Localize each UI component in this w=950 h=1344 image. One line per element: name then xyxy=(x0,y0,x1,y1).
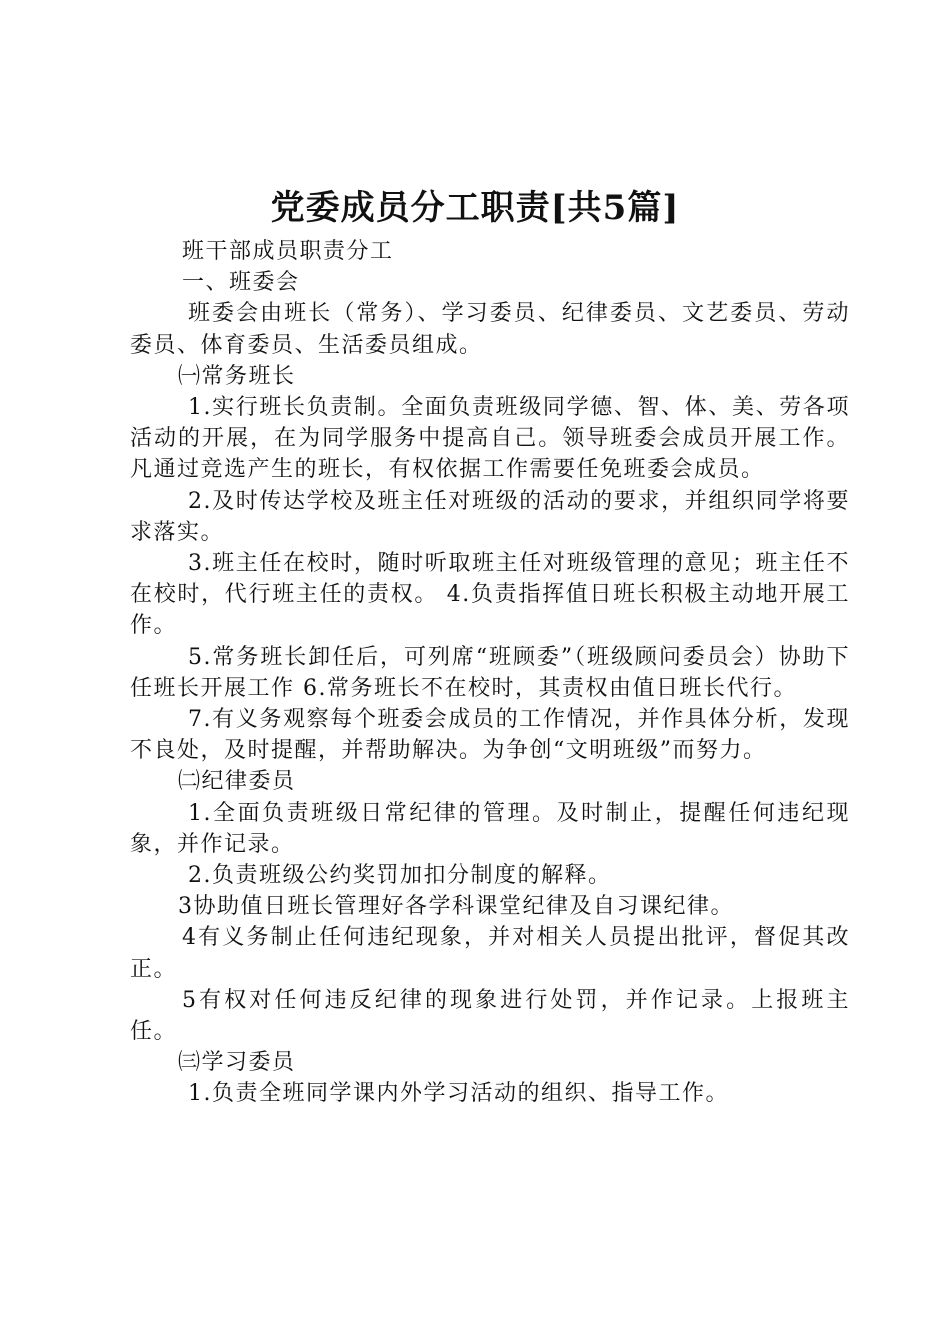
paragraph: 5.常务班长卸任后，可列席“班顾委”（班级顾问委员会）协助下任班长开展工作 6.常务班长不在校时，其责权由值日班长代行。 xyxy=(130,644,850,701)
paragraph: ㈡纪律委员 xyxy=(178,769,296,795)
paragraph: 2.及时传达学校及班主任对班级的活动的要求，并组织同学将要求落实。 xyxy=(130,488,850,545)
document-body xyxy=(130,236,850,1110)
paragraph: 1.负责全班同学课内外学习活动的组织、指导工作。 xyxy=(188,1081,729,1107)
paragraph: 班委会由班长（常务）、学习委员、纪律委员、文艺委员、劳动委员、体育委员、生活委员组成。 xyxy=(130,301,850,358)
document-title: 党委成员分工职责[共5篇] xyxy=(270,188,680,228)
paragraph: 5有权对任何违反纪律的现象进行处罚，并作记录。上报班主任。 xyxy=(130,987,850,1045)
paragraph: 7.有义务观察每个班委会成员的工作情况，并作具体分析，发现不良处，及时提醒，并帮助解决。为争创“文明班级”而努力。 xyxy=(130,707,850,764)
paragraph: 班干部成员职责分工 xyxy=(182,239,394,264)
paragraph: 一、班委会 xyxy=(182,270,300,296)
paragraph: 4有义务制止任何违纪现象，并对相关人员提出批评，督促其改正。 xyxy=(130,925,850,982)
paragraph: 3协助值日班长管理好各学科课堂纪律及自习课纪律。 xyxy=(178,894,734,920)
paragraph: ㈠常务班长 xyxy=(178,363,296,389)
paragraph: 1.实行班长负责制。全面负责班级同学德、智、体、美、劳各项活动的开展，在为同学服务中提高自己。领导班委会成员开展工作。凡通过竞选产生的班长，有权依据工作需要任免班委会成员。 xyxy=(130,395,850,483)
paragraph: 1.全面负责班级日常纪律的管理。及时制止，提醒任何违纪现象，并作记录。 xyxy=(130,800,850,857)
paragraph: ㈢学习委员 xyxy=(178,1050,296,1076)
paragraph: 3.班主任在校时，随时听取班主任对班级管理的意见；班主任不在校时，代行班主任的责权。 4.负责指挥值日班长积极主动地开展工作。 xyxy=(130,551,850,639)
paragraph: 2.负责班级公约奖罚加扣分制度的解释。 xyxy=(188,863,612,889)
